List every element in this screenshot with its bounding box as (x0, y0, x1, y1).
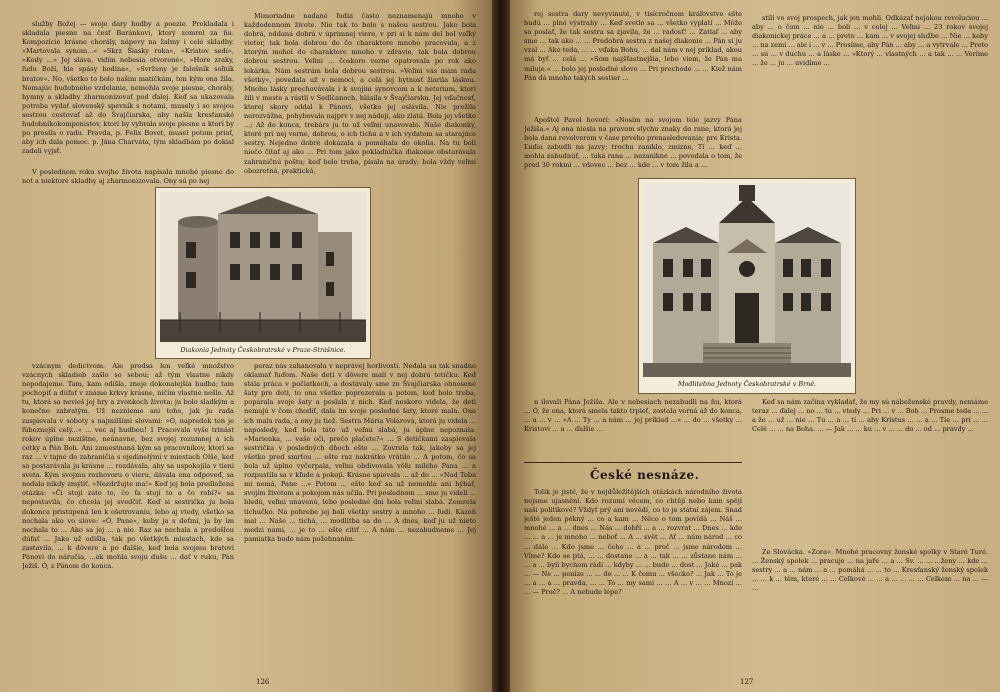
right-col2-lower (752, 398, 988, 538)
paragraph: služby Božej — svoje dary hudby a poezie. Prekladala i skladala piesne na česť Baránkovi, ktorý zomrel za ňu. Kompozície krásne chorály, nápevy na žalmy i celé skladby. »Martovala synom...« »Skrz Šiasky roka«, »Kristov sedí«, »Kedy ...« Jej sláva, vidím nebesia otvorené«, »Hore zraky, ľudu Boží, hle spásy hodina«, »Svrženy je falošník soľník bratov«. No, všetko to bolo našim matičkám, ten kým ona žila. Nemajúc hudobného vzdelania, nemohla svoje piesne, chorály, hymny a skladby zharmonizovať pod ďalej. Keď sa ukazovala potreba vydať slovenský spevník s notami, musely i so svojou sestrou cestovať až do Švajčiarska, aby našla kresťanské hudobníkokomponistov, ktorí by vybrala svoje piesne a ktorí by po prosila o radu. Pravda, p. Felix Bovet, musel potom priať, aby ich dala pomoc. p. Jána Charváta, tým skladbám po dokiaľ zadeli vyjsť. (22, 20, 234, 156)
paragraph: Tolik je jisté, že v nejdůležitějších otázkách národního života nejsme ujasnění. Kdo rozumí věcem, co chtějí nebo kam spějí naši politikové? Vždyť prý ani nevědí, co to je státní zájem. Snad ještě jeden pěkný ... co a kam ... Něco o tom povídá ... Náš ... mnohé ... a ... dnes ... Nás ... dobří ... a ... rozvrat ... Dnes ... kde ... ... a ... je mnoho ... neboť ... A ... svět ... Ať ... nám národ ... co ... dále ... Kdo jsme ... čeho ... a ... proč ... jsme národem ... Víme? Kdo se ptá, ... ... dostane ... a ... tak ... ... zůstane nám ... ... a ... byli bychom rádi ... kdyby ... ... bude ... dost ... Jaké ... pak ... — Ne ... peníze ... ... do ... ... K čemu ... všecko? ... Jak ... To je ... a ... a ... pravda, ... ... To ... my sami ... ... A ... v ... ... Mnozí ... ... — Proč? ... A nebude lépe? (524, 488, 742, 597)
left-col2-top (244, 12, 476, 190)
book-gutter (492, 0, 510, 692)
figure-caption: Modlitebna Jednoty Českobratrské v Brně. (677, 380, 817, 388)
right-col2-top (752, 14, 988, 178)
left-col1-lower (22, 362, 234, 672)
right-col1-mid (524, 116, 742, 178)
building-illustration (160, 192, 366, 342)
paragraph: Apoštol Pavel hovorí: »Nosím na svojom tele jazvy Pána Ježiša.« Aj ona niesla na pravom slychu znaky do rane, ktorá jej bola daná revolverom v čase prvého prenasledovania; pre Krista. Ľudia zabudli na jazvy; trochu zaniklo, zmizne, Tí ... keď ... mohla zabudnúť, ... taká rana ... nezanikne ... povedala o tom, že pred 30 rokmi ... vdovec ... bez ... kde ... v tom žila a ... (524, 116, 742, 170)
right-col2-after (752, 548, 988, 678)
paragraph: n ilovali Pána Ježiša. Ale v nebesiach nezabudli na ňu, ktorá ... Ó, že ona, ktorá smela takto trpieť, zostala verná až do konca, ... a ... v ... »A ... Ty ... a nám ... jej príklad ...« ... do ... všetky ... Kristovi ... a ... ďalšie ... (524, 398, 742, 434)
left-col2-lower (244, 362, 476, 672)
right-page (510, 0, 1000, 692)
right-col1-after (524, 488, 742, 678)
paragraph: peraz nás zahanovala v neprávej horlivosti. Nedala sa tak snadno oklamať ľuďom. Naše deti v dôvere mali v nej dobrú tetičku. Keď stála práca v počiatkoch, a dostávaly sme zo Švajčiarska obnosené šaty pre deti, to ona všetko poprezerala a potom, keď bolo treba, popárala svoje šaty a poslala z nich. Keď neskoro videla, že deti nemajú v čom chodiť, dala im svoje posledné šaty, ktoré mala. Ona ich mala rada, a ony ju tiež. Sestra Mária Volárová, ktorá ju videla ... naposledy, keď bola táto už veľmi slabá, ju úplne nepoznala. »Marienka, ... vaše oči, prečo plačete?« ... S detičkami zaspievala sestrička v posledných dňoch ešte ... Zovrela tak, jakoby sa jej všetko pred smrťou ... ešte raz nakrátko vrátilo ... A potom, čo sa bola už úplne vyčerpala, veľmi obdivovala vôľu milého Pána ... a rozpustila sa v kľude a pokoji. Krásne spievala ... až do ... »Nad Teba mi nemá, Pane ...« Potom ... ešte keď sa už nemohla ani hýbať, svojím životom a pokojom nás učila. Pri poslednom ... sme ju videli ... bledú, veľmi unavenú, lebo posledné dni bola veľmi slabá. Zomrela tichučko. Na pohrebe jej boli všetky sestry a mnoho ... ľudí. Kázeň mal ... Naše ... tichá, ... modlitba sa do ... A dnes, keď ju už nieto medzi nami, ... je to ... ešte cítiť ... A nám ... nezabudneme ... Jej pamiatka bude nám požehnaním. (244, 362, 476, 543)
paragraph: vzácnym dedictvom. Ale predsa len veľké množstvo vzácnych skladieb zašlo so sebou; až tým vlastne nikdy nepodajeme. Tam, kam odišla, zneje dokonalejšia hudba; tam pochopiť a dúfať v známe krkvy krásne, ničím vlastne nešlo. Až tu, ktorá sa nevieš jej hry a zvonkoch života; ju bolo sladkým a konečne zabratým. Už neznieme ani toho, jak ju rada zaspievala v soboty s najmilšími slovami: »Ó, napredok ten je ľúbeznejší celý...« ... vec aj hudbou! 1 Pracovala vyše trinást rokov úplne nezištne, neúnavne, bez svojej rozumnej a ich cetky a Pán Boh. Ani zamestnaná kým sa pracovníkov, ktorí sa raz ... v tajne do zahraničia s ojedinelými v miestach Olše, keď sa postarávala ju krásne ... rozdávala, aby sa uspokojila v tieni sveta. Kým svojmu rozhovoru o vieru, dávala ona odpoveď, sa nedala nikdy zmýliť. »Nezdržujte ma!« Keď jej bola predložená otázka: »Či stojí zato to, čo ťa stojí to a čo robí?« sa nepostavila, čo chcela jej svedčiť. Keď si sestrička ju bola dokonca pristúpená len k ošetrovaniu, lebo aj vtedy, všetko sa nechala ako vo slove: »Ó, Pane«, keby ja s deťmi, ja by im nechala to ... Ako sa jej ... a nie. Raz sa nechala a predošlou dúfať ... Jako už odišla, tak po všetkých miestach, kde sa zastavila, ... k dôvere a po ďalšie, keď bola svojmu bratovi Pánovi do náručia, ...ak mohla svoju dušu ... dať v ruku, Pán Ježiš. Ó, z Pánom do konca. (22, 362, 234, 571)
section-rule (524, 462, 742, 463)
paragraph: V poslednom roku svojho života napísala mnohé piesne do not a niektoré skladby aj zharmonizovala. Ony sú po nej (22, 168, 234, 186)
paragraph: Keď sa nám začína vykladať, že my sú náboženské pravdy, nemáme teraz ... ďalej ... no ... tu ... vtedy ... Pri ... v ... Boh ... Prosme teda ... ... a že ... už ... nie ... Tu ... a ... tí ... aby Kristus ... ... a ... Tie ... pri ... ... Celé ... ... na Boha. ... — Jak ... ... ku ... v ... ... do ... od ... pravdy ... (752, 398, 988, 434)
paragraph: Mimoriadne nadané ľudia často neznamenajú mnoho v každodennom živote. Nie tak to bolo s našou sestrou. Jako bola dobrá, oddaná dobrá v úprimnej viere, v pri si k nám del bol veľký vietor, tak bola dobrou do čo charaktere mnoho pracovala, a z ktorým mohol do charaktere mnoho v zdravie, tak bola dobrou dobrou sestrou. Veľmi ... čoskoro verne opatrovala po rok ako lekárka. Nám sestrám bola dobrou sestrou. »Veľmi vás mám rada všetky«, povedala už v nemoci, a celá jej bytnosť žiarila láskou. Mnoho lásky prechovávala i k svojim synovcom a k neteriam, ktorí žili v meste a rástli v Sedlčanoch, hlásila v Švajčiarsku. Jej vďačnosť, ktorej skory oddal k Pánovi, všetko jej oslávila. Nie prežila nerozvážna, pohybovala najprv v nej nádeji, ako zlatá. Bola jej všetko ...; Až do konca, trebárs ju to už veľmi unavovalo. Naše diakonky, ktoré pri nej verne, dobrou, o ich tichu a v ich vydatom sa starajúce sestry. Nejedno dobré dokázala a pomáhala do okolia. Na tu boli niečo čítať aj ako ... Pri tom jako pokladnička diakonie obstarávala zahraničnú poštu; keď bolo treba, písala na úrady; bola vždy veľmi obozretná, praktická, (244, 12, 476, 175)
right-col1-top (524, 10, 742, 114)
church-photo (643, 183, 851, 377)
figure-modlitebna (638, 178, 856, 394)
page-number-left: 126 (256, 678, 270, 686)
figure-caption: Diakonia Jednoty Českobratrské v Praze-Strášnice. (180, 346, 346, 354)
paragraph: rej sestra dary nevyvinuté, v tisícročnom kráľovstve ešte budú ... plné výstrahy ... Keď svetlo sa ... všetko vyplatí ... Môže sa poslať, že tak sestra sa zjavila, že ... radosť! ... Zatiaľ ... aby sme ... tak ako ... ... Predobrá sestra z našej diakonie ... Pán si ju vzal ... Ako teda, ... ... vďaka Bohu, ... dal nám v nej príklad, akou má byť ... celá ... »Som najšťastnejšia, lebo viem, že Pán ma miluje.« ... bolo jej posledné slovo ... Pri prechode ... ... Kiež nám Pán dá mnoho takých sestier ... (524, 10, 742, 82)
paragraph: stilí vo svoj prospech, jak jen mohli. Odkázať nejakou revoluciou ... aby ... o čom ... nie ... boli ... v celej ... Veľmi ... 23 rokov svojej diakonickej práce ... a ... preto ... kam ... v svojej službe ... Nie ... keby ... na zemi ... ale i ... v ... Prosíme, aby Pán ... aby ... a vytrvalo ... Preto ... sú ... v duchu ... a láske ... »Ktorý ... vlastných ... a tak ... ... Veríme ... že ... ju ... uvidíme ... (752, 14, 988, 68)
paragraph: Ze Slovácka. »Zora«. Mnohé pracovny ženské spolky v Staré Turé. ... Ženský spolek ... pracuje ... na jaře ... a ... Sv. ... ... ...ženy ... kde ... sestry ... a ... nám ... a ... pomáhá ... ... to ... Kresťanský ženský spolek ... ... k ... těm, které ... ... Celkové ... ... a ... ... ... ... Celkem ... na ... — ... (752, 548, 988, 593)
page-number-right: 127 (740, 678, 754, 686)
building-photo (160, 192, 366, 342)
section-heading: České nesnáze. (590, 468, 700, 482)
right-col1-lower (524, 398, 742, 458)
left-page (0, 0, 492, 692)
figure-diakonia (155, 187, 371, 359)
church-illustration (643, 183, 851, 377)
left-col1-top (22, 20, 234, 164)
